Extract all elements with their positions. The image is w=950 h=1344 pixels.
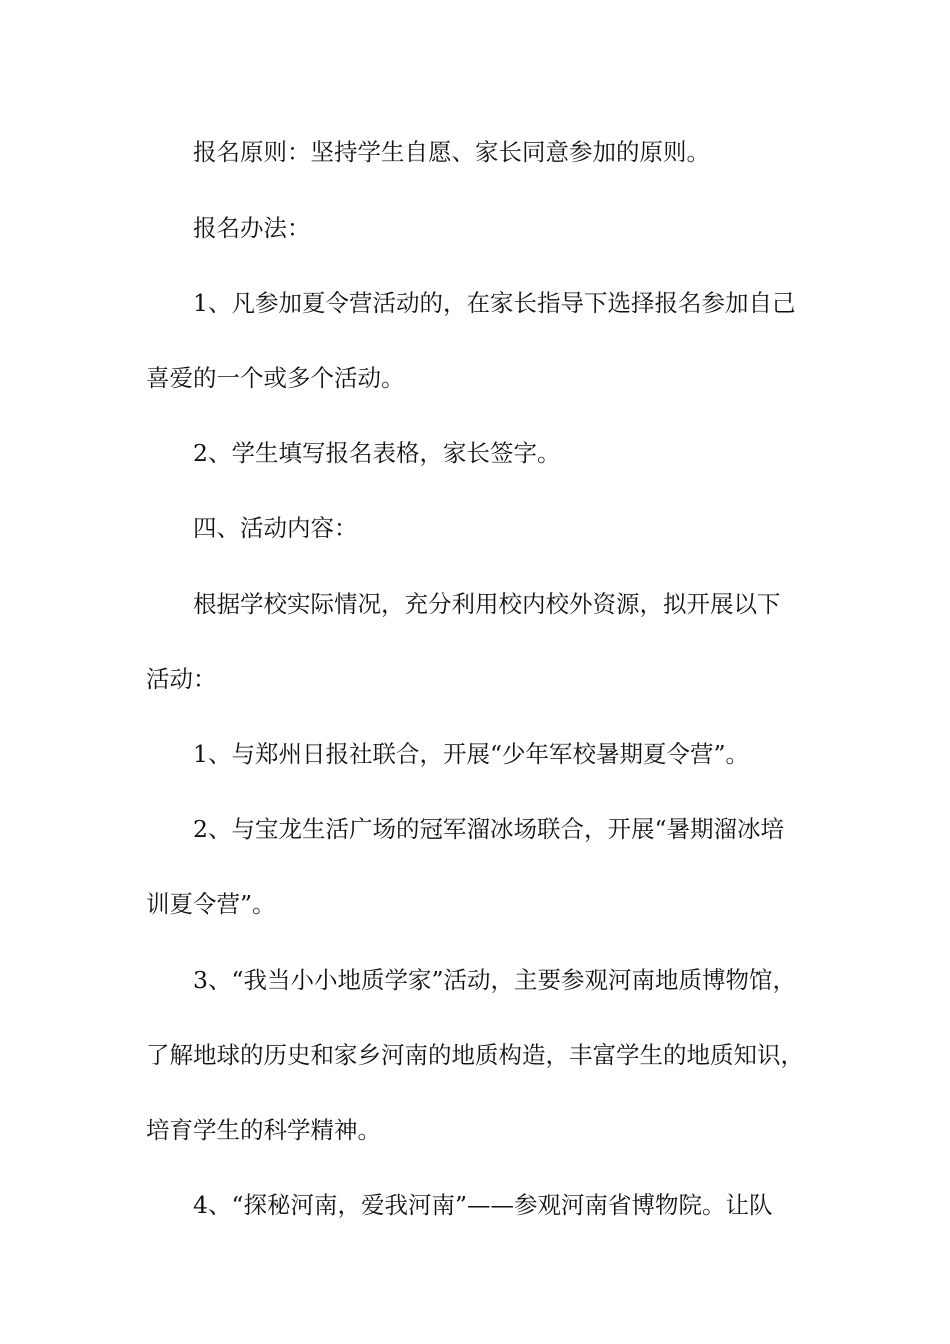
paragraph-activity-item-3-line-1: 3、“我当小小地质学家”活动，主要参观河南地质博物馆， <box>193 966 796 994</box>
paragraph-activity-item-2-line-1: 2、与宝龙生活广场的冠军溜冰场联合，开展“暑期溜冰培 <box>193 815 784 843</box>
paragraph-activity-item-2-line-2: 训夏令营”。 <box>146 890 276 918</box>
paragraph-activity-intro-line-1: 根据学校实际情况，充分利用校内校外资源，拟开展以下 <box>193 590 781 618</box>
paragraph-method-item-2: 2、学生填写报名表格，家长签字。 <box>193 439 561 467</box>
paragraph-activity-intro-line-2: 活动： <box>146 665 217 693</box>
paragraph-activity-item-4-line-1: 4、“探秘河南，爱我河南”——参观河南省博物院。让队 <box>193 1191 773 1219</box>
paragraph-method-item-1-line-2: 喜爱的一个或多个活动。 <box>146 364 405 392</box>
paragraph-activity-item-1: 1、与郑州日报社联合，开展“少年军校暑期夏令营”。 <box>193 740 749 768</box>
paragraph-registration-method-heading: 报名办法： <box>193 214 311 242</box>
paragraph-activity-item-3-line-3: 培育学生的科学精神。 <box>146 1116 381 1144</box>
section-heading-activity-content: 四、活动内容： <box>193 514 358 542</box>
paragraph-method-item-1-line-1: 1、凡参加夏令营活动的，在家长指导下选择报名参加自己 <box>193 289 796 317</box>
paragraph-registration-principle: 报名原则：坚持学生自愿、家长同意参加的原则。 <box>193 138 710 166</box>
paragraph-activity-item-3-line-2: 了解地球的历史和家乡河南的地质构造，丰富学生的地质知识， <box>146 1041 804 1069</box>
